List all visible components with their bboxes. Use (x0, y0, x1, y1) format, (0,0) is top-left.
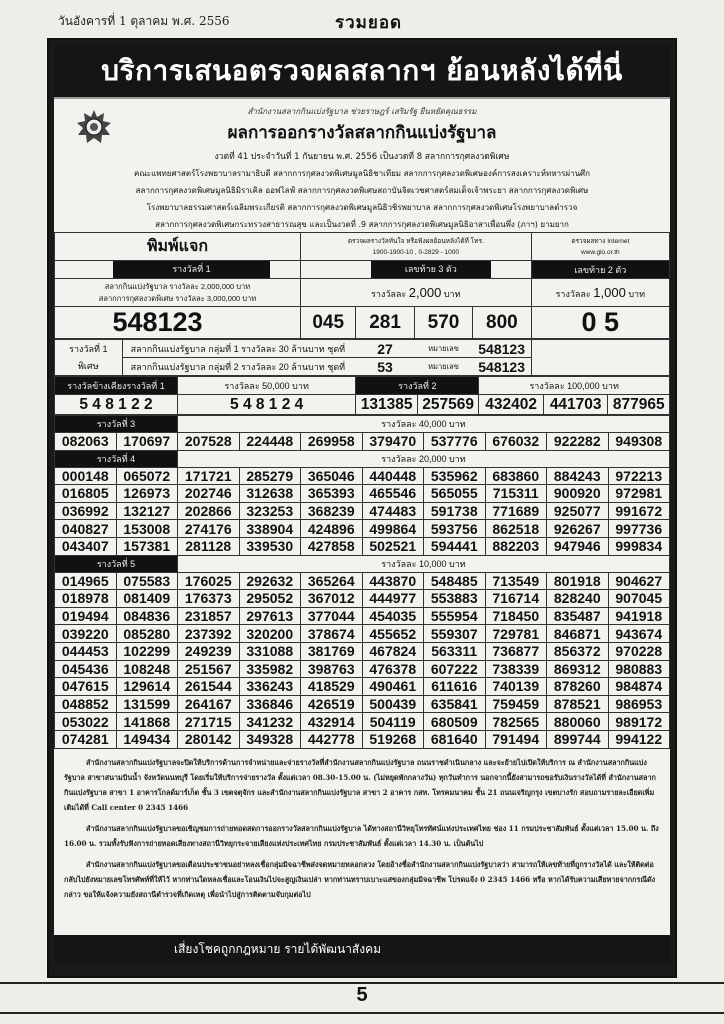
prize5-number: 261544 (178, 678, 240, 696)
prize5-number: 141868 (116, 713, 178, 731)
prize5-number: 341232 (239, 713, 301, 731)
prize5-number: 548485 (424, 572, 486, 590)
prize5-number: 846871 (547, 625, 609, 643)
prize2-number: 131385 (356, 395, 418, 415)
prize5-number: 176025 (178, 572, 240, 590)
special-num-label: หมายเลข (414, 358, 472, 376)
prize5-label: รางวัลที่ 5 (55, 555, 178, 572)
prize4-number: 999834 (608, 537, 670, 555)
prize5-number: 611616 (424, 678, 486, 696)
prize5-number: 426519 (301, 695, 363, 713)
prize4-number: 947946 (547, 537, 609, 555)
phone-caption: ตรวจผลรางวัลทันใจ หรือฟังผลย้อนหลังได้ที่ โทร. (347, 237, 484, 245)
prize5-number: 801918 (547, 572, 609, 590)
prize5-number: 048852 (55, 695, 117, 713)
prize4-number: 040827 (55, 520, 117, 538)
notice-paragraph: สำนักงานสลากกินแบ่งรัฐบาลจะปิดให้บริการด้านการจำหน่ายและจ่ายรางวัลที่สำนักงานสลากกินแบ่งรัฐบาล ถนนราชดำเนินกลาง และจะย้ายไปเปิดให้บริการ ณ สำนักงานสลากกินแบ่งรัฐบาล สาขาสนามบินน้ำ จังหวัดนนทบุรี โดยเริ่มให้บริการจ่ายรางวัล ตั้งแต่เวลา 08.30-15.00 น. (ไม่หยุดพักกลางวัน) ทุกวันทำการ นอกจากนี้ยังสามารถขอรับเงินรางวัลได้ที่ สำนักงานสลากกินแบ่งรัฐบาล สาขา 1 อาคารโกลด์มาร์เก็ต ชั้น 3 เขตจตุจักร และสำนักงานสลากกินแบ่งรัฐบาล สาขา 2 อาคาร กสท. โทรคมนาคม ชั้น 21 ถนนเจริญกรุง เขตบางรัก สอบถามรายละเอียดเพิ่มเติมได้ที่ Call center 0 2345 1466 (64, 757, 656, 812)
prize5-number: 053022 (55, 713, 117, 731)
prize4-number: 016805 (55, 485, 117, 503)
prize5-number: 176373 (178, 590, 240, 608)
prize5-number: 108248 (116, 660, 178, 678)
prize5-number: 738339 (485, 660, 547, 678)
prize4-number: 312638 (239, 485, 301, 503)
draw-info: งวดที่ 41 ประจำวันที่ 1 กันยายน พ.ศ. 2556 เป็นงวดที่ 8 สลากการกุศลงวดพิเศษ (214, 152, 510, 162)
special-number: 548123 (473, 358, 531, 376)
prize4-number: 274176 (178, 520, 240, 538)
special-set: 53 (356, 358, 414, 376)
prize5-number: 454035 (362, 607, 424, 625)
prize5-number: 869312 (547, 660, 609, 678)
prize5-number: 729781 (485, 625, 547, 643)
prize5-number: 018978 (55, 590, 117, 608)
prize5-number: 880060 (547, 713, 609, 731)
prize3-header-row (55, 416, 670, 433)
prize4-number: 440448 (362, 467, 424, 485)
prize5-number: 907045 (608, 590, 670, 608)
prize4-number: 972981 (608, 485, 670, 503)
prize5-number: 074281 (55, 730, 117, 748)
prize4-row (55, 537, 670, 555)
prize5-row (55, 572, 670, 590)
prize5-number: 718450 (485, 607, 547, 625)
prize5-number: 986953 (608, 695, 670, 713)
prize5-number: 349328 (239, 730, 301, 748)
prize3-number: 082063 (55, 433, 117, 451)
prize3-amount: รางวัลละ 40,000 บาท (178, 416, 670, 433)
prize4-number: 926267 (547, 520, 609, 538)
prize5-number: 442778 (301, 730, 363, 748)
prize5-number: 297613 (239, 607, 301, 625)
prize5-number: 980883 (608, 660, 670, 678)
prize4-label: รางวัลที่ 4 (55, 450, 178, 467)
last3-label: เลขท้าย 3 ตัว (371, 261, 491, 278)
prize4-number: 424896 (301, 520, 363, 538)
footer-slogan: เสี่ยงโชคถูกกฎหมาย รายได้พัฒนาสังคม (54, 935, 670, 963)
prize5-number: 295052 (239, 590, 301, 608)
phone-info (301, 233, 532, 261)
prize3-number: 224448 (239, 433, 301, 451)
last3-amount: 2,000 (408, 284, 442, 300)
prize5-number: 490461 (362, 678, 424, 696)
prize5-number: 320200 (239, 625, 301, 643)
side-prize-number: 5 4 8 1 2 2 (55, 395, 178, 415)
results-panel (54, 99, 670, 935)
prize4-number: 972213 (608, 467, 670, 485)
prize4-number: 368239 (301, 502, 363, 520)
prize5-number: 085280 (116, 625, 178, 643)
prize5-number: 989172 (608, 713, 670, 731)
prize5-number: 736877 (485, 642, 547, 660)
masthead-logo: รวมยอด (335, 13, 403, 33)
prize5-number: 984874 (608, 678, 670, 696)
prize4-number: 126973 (116, 485, 178, 503)
prize4-number: 000148 (55, 467, 117, 485)
prize4-number: 202746 (178, 485, 240, 503)
prize4-number: 339530 (239, 537, 301, 555)
notice-paragraph: สำนักงานสลากกินแบ่งรัฐบาลขอเตือนประชาชนอย่าหลงเชื่อกลุ่มมิจฉาชีพส่งจดหมายหลอกลวง โดยอ้างชื่อสำนักงานสลากกินแบ่งรัฐบาลว่า สามารถให้เลขท้ายที่ถูกรางวัลได้ และให้ติดต่อกลับไปยังหมายเลขโทรศัพท์ที่ให้ไว้ หากท่านใดหลงเชื่อและโอนเงินไปจะสูญเงินเปล่า หากท่านทราบเบาะแสของกลุ่มมิจฉาชีพ โปรดแจ้ง 0 2345 1466 หรือ หากได้รับความเสียหายจากกรณีดังกล่าว ขอให้แจ้งความยังสถานีตำรวจที่เกิดเหตุ เพื่อนำไปสู่การติดตามจับกุมต่อไป (64, 859, 656, 899)
prize5-number: 519268 (362, 730, 424, 748)
prize4-number: 338904 (239, 520, 301, 538)
prize5-number: 249239 (178, 642, 240, 660)
prize4-number: 281128 (178, 537, 240, 555)
prize4-number: 474483 (362, 502, 424, 520)
prize4-number: 535962 (424, 467, 486, 485)
prize5-number: 014965 (55, 572, 117, 590)
prize2-label: รางวัลที่ 2 (356, 377, 479, 395)
lottery-results-box (47, 38, 677, 978)
prize5-number: 680509 (424, 713, 486, 731)
prize3-number: 379470 (362, 433, 424, 451)
side-prize-number: 5 4 8 1 2 4 (178, 395, 356, 415)
prize4-number: 036992 (55, 502, 117, 520)
prize5-number: 835487 (547, 607, 609, 625)
prize5-number: 878260 (547, 678, 609, 696)
prize3-number: 676032 (485, 433, 547, 451)
prize5-number: 553883 (424, 590, 486, 608)
notices (54, 749, 670, 902)
prize3-number: 269958 (301, 433, 363, 451)
prize2-number: 441703 (543, 395, 608, 415)
prize5-number: 504119 (362, 713, 424, 731)
prize4-row (55, 485, 670, 503)
prize4-row (55, 467, 670, 485)
special-number: 548123 (473, 340, 531, 358)
prize5-row (55, 642, 670, 660)
prize5-number: 264167 (178, 695, 240, 713)
issue-date: วันอังคารที่ 1 ตุลาคม พ.ศ. 2556 (58, 14, 230, 28)
charity-line: คณะแพทยศาสตร์โรงพยาบาลรามาธิบดี สลากการกุศลงวดพิเศษมูลนิธิชาเทียม สลากการกุศลงวดพิเศษองค์การสงเคราะห์ทหารผ่านศึก (134, 169, 590, 178)
prize5-number: 759459 (485, 695, 547, 713)
last3-number: 570 (414, 307, 472, 339)
prize5-number: 271715 (178, 713, 240, 731)
prize5-amount: รางวัลละ 10,000 บาท (178, 555, 670, 572)
side-prize-2-table (54, 376, 670, 415)
prize4-number: 365393 (301, 485, 363, 503)
prize3-number: 922282 (547, 433, 609, 451)
prize5-number: 418529 (301, 678, 363, 696)
prize5-number: 331088 (239, 642, 301, 660)
divider (0, 1012, 724, 1014)
prize5-number: 280142 (178, 730, 240, 748)
prize5-row (55, 590, 670, 608)
prize5-number: 336243 (239, 678, 301, 696)
prize5-number: 904627 (608, 572, 670, 590)
prize4-number: 884243 (547, 467, 609, 485)
prize4-number: 499864 (362, 520, 424, 538)
prize5-number: 045436 (55, 660, 117, 678)
top-prizes-table (54, 232, 670, 339)
prize3-number: 207528 (178, 433, 240, 451)
prize4-number: 882203 (485, 537, 547, 555)
prize5-number: 044453 (55, 642, 117, 660)
special-first-table (54, 339, 670, 376)
prize-grid-table (54, 415, 670, 749)
prize4-number: 285279 (239, 467, 301, 485)
prize4-number: 683860 (485, 467, 547, 485)
prize4-number: 427858 (301, 537, 363, 555)
prize4-number: 465546 (362, 485, 424, 503)
prize5-number: 075583 (116, 572, 178, 590)
prize5-number: 740139 (485, 678, 547, 696)
prize5-number: 131599 (116, 695, 178, 713)
special-desc: สลากกินแบ่งรัฐบาล กลุ่มที่ 2 รางวัลละ 20 ล้านบาท ชุดที่ (122, 358, 356, 376)
prize4-number: 153008 (116, 520, 178, 538)
prize5-number: 878521 (547, 695, 609, 713)
prize5-number: 081409 (116, 590, 178, 608)
first-prize-number: 548123 (55, 307, 301, 339)
prize5-number: 681640 (424, 730, 486, 748)
last2-amount-unit: บาท (628, 288, 646, 299)
prize5-number: 559307 (424, 625, 486, 643)
prize3-row (55, 433, 670, 451)
prize4-number: 065072 (116, 467, 178, 485)
prize4-row (55, 502, 670, 520)
charity-line: โรงพยาบาลธรรมศาสตร์เฉลิมพระเกียรติ สลากการกุศลงวดพิเศษมูลนิธิวชิรพยาบาล สลากการกุศลงวดพิเศษโรงพยาบาลตำรวจ (146, 203, 578, 212)
prize3-label: รางวัลที่ 3 (55, 416, 178, 433)
special-label: พิเศษ (55, 358, 123, 376)
charity-line: สลากการกุศลงวดพิเศษกระทรวงสาธารณสุข และเป็นงวดที่ .9 สลากการกุศลงวดพิเศษมูลนิธิอาสาเพื่อนพึ่ง (ภาฯ) ยามยาก (155, 220, 569, 229)
prize4-header-row (55, 450, 670, 467)
special-set: 27 (356, 340, 414, 358)
prize5-number: 970228 (608, 642, 670, 660)
prize5-number: 398763 (301, 660, 363, 678)
prize4-number: 925077 (547, 502, 609, 520)
prize5-row (55, 660, 670, 678)
prize5-number: 381769 (301, 642, 363, 660)
prize5-number: 994122 (608, 730, 670, 748)
prize4-number: 991672 (608, 502, 670, 520)
special-desc: สลากกินแบ่งรัฐบาล กลุ่มที่ 1 รางวัลละ 30 ล้านบาท ชุดที่ (122, 340, 356, 358)
prize5-number: 899744 (547, 730, 609, 748)
prize4-number: 900920 (547, 485, 609, 503)
last2-amount: 1,000 (593, 284, 626, 300)
prize5-row (55, 607, 670, 625)
prize5-row (55, 678, 670, 696)
prize5-number: 444977 (362, 590, 424, 608)
prize5-number: 563311 (424, 642, 486, 660)
banner-title: บริการเสนอตรวจผลสลากฯ ย้อนหลังได้ที่นี่ (54, 45, 670, 99)
prize5-number: 500439 (362, 695, 424, 713)
prize5-row (55, 713, 670, 731)
prize4-number: 171721 (178, 467, 240, 485)
prize5-number: 856372 (547, 642, 609, 660)
internet-caption: ตรวจผลทาง Internet (571, 237, 630, 245)
last3-number: 281 (356, 307, 414, 339)
internet-info (531, 233, 669, 261)
prize5-number: 231857 (178, 607, 240, 625)
last2-amount-prefix: รางวัลละ (555, 288, 591, 299)
last2-label: เลขท้าย 2 ตัว (531, 261, 669, 279)
prize5-number: 039220 (55, 625, 117, 643)
prize3-number: 170697 (116, 433, 178, 451)
internet-url[interactable]: www.glo.or.th (580, 248, 620, 256)
prize2-amount: รางวัลละ 100,000 บาท (479, 377, 670, 395)
glo-seal-icon (76, 109, 112, 145)
prize4-number: 593756 (424, 520, 486, 538)
prize3-number: 949308 (608, 433, 670, 451)
prize5-number: 455652 (362, 625, 424, 643)
prize4-number: 157381 (116, 537, 178, 555)
prize5-number: 377044 (301, 607, 363, 625)
prize5-number: 336846 (239, 695, 301, 713)
prize4-number: 565055 (424, 485, 486, 503)
prize5-number: 607222 (424, 660, 486, 678)
prize5-number: 365264 (301, 572, 363, 590)
results-header (54, 99, 670, 232)
prize5-number: 292632 (239, 572, 301, 590)
prize4-amount: รางวัลละ 20,000 บาท (178, 450, 670, 467)
phone-numbers: 1900-1900-10 , 0-2829 - 1000 (372, 248, 459, 256)
prize2-number: 257569 (417, 395, 479, 415)
prize5-number: 713549 (485, 572, 547, 590)
prize5-row (55, 695, 670, 713)
prize5-number: 237392 (178, 625, 240, 643)
side-prize-amount: รางวัลละ 50,000 บาท (178, 377, 356, 395)
last2-number: 0 5 (531, 307, 669, 339)
special-label: รางวัลที่ 1 (55, 340, 123, 358)
prize5-number: 084836 (116, 607, 178, 625)
first-prize-desc: สลากการกุศลงวดพิเศษ รางวัลละ 3,000,000 บาท (98, 293, 257, 303)
last3-number: 800 (473, 307, 531, 339)
last3-amount-unit: บาท (443, 288, 461, 299)
prize5-number: 378674 (301, 625, 363, 643)
prize5-number: 335982 (239, 660, 301, 678)
prize5-number: 047615 (55, 678, 117, 696)
prize4-number: 323253 (239, 502, 301, 520)
prize5-number: 443870 (362, 572, 424, 590)
prize5-row (55, 625, 670, 643)
prize5-number: 367012 (301, 590, 363, 608)
prize4-number: 202866 (178, 502, 240, 520)
first-prize-desc: สลากกินแบ่งรัฐบาล รางวัลละ 2,000,000 บาท (104, 281, 251, 291)
prize5-row (55, 730, 670, 748)
prize5-number: 791494 (485, 730, 547, 748)
prize4-number: 502521 (362, 537, 424, 555)
prize4-number: 594441 (424, 537, 486, 555)
prize5-number: 129614 (116, 678, 178, 696)
office-motto: สำนักงานสลากกินแบ่งรัฐบาล ช่วยราษฎร์ เสริมรัฐ ยืนหยัดคุณธรรม (247, 107, 477, 116)
prize5-number: 716714 (485, 590, 547, 608)
prize5-number: 467824 (362, 642, 424, 660)
prize4-number: 715311 (485, 485, 547, 503)
last3-amount-prefix: รางวัลละ (371, 288, 407, 299)
print-label: พิมพ์แจก (55, 233, 301, 261)
prize5-number: 476378 (362, 660, 424, 678)
prize4-number: 997736 (608, 520, 670, 538)
prize2-number: 432402 (479, 395, 544, 415)
prize5-number: 782565 (485, 713, 547, 731)
charity-line: สลากการกุศลงวดพิเศษมูลนิธิมิราเคิล ออฟไลฟ์ สลากการกุศลงวดพิเศษสถาบันจิตเวชศาสตร์สมเด็จเจ้าพระยา สลากการกุศลงวดพิเศษ (135, 186, 589, 195)
prize5-number: 019494 (55, 607, 117, 625)
prize5-number: 943674 (608, 625, 670, 643)
prize5-number: 555954 (424, 607, 486, 625)
prize4-number: 862518 (485, 520, 547, 538)
prize5-number: 941918 (608, 607, 670, 625)
results-title: ผลการออกรางวัลสลากกินแบ่งรัฐบาล (227, 123, 497, 143)
prize5-header-row (55, 555, 670, 572)
page-number: 5 (356, 984, 368, 1006)
prize2-number: 877965 (608, 395, 670, 415)
prize5-number: 635841 (424, 695, 486, 713)
prize5-number: 251567 (178, 660, 240, 678)
side-prize-label: รางวัลข้างเคียงรางวัลที่ 1 (55, 377, 178, 395)
prize4-number: 591738 (424, 502, 486, 520)
first-prize-label: รางวัลที่ 1 (113, 261, 270, 278)
prize4-number: 043407 (55, 537, 117, 555)
prize5-number: 149434 (116, 730, 178, 748)
prize5-number: 828240 (547, 590, 609, 608)
special-num-label: หมายเลข (414, 340, 472, 358)
prize4-number: 365046 (301, 467, 363, 485)
prize3-number: 537776 (424, 433, 486, 451)
notice-paragraph: สำนักงานสลากกินแบ่งรัฐบาลขอเชิญชมการถ่ายทอดสดการออกรางวัลสลากกินแบ่งรัฐบาล ได้ทางสถานีวิทยุโทรทัศน์แห่งประเทศไทย ช่อง 11 กรมประชาสัมพันธ์ ตั้งแต่เวลา 15.00 น. ถึง 16.00 น. รวมทั้งรับฟังการถ่ายทอดเสียงทางสถานีวิทยุกระจายเสียงแห่งประเทศไทย กรมประชาสัมพันธ์ ตั้งแต่เวลา 14.30 น. เป็นต้นไป (64, 823, 659, 848)
prize5-number: 432914 (301, 713, 363, 731)
prize4-row (55, 520, 670, 538)
prize5-number: 102299 (116, 642, 178, 660)
prize4-number: 771689 (485, 502, 547, 520)
last3-number: 045 (301, 307, 356, 339)
prize4-number: 132127 (116, 502, 178, 520)
